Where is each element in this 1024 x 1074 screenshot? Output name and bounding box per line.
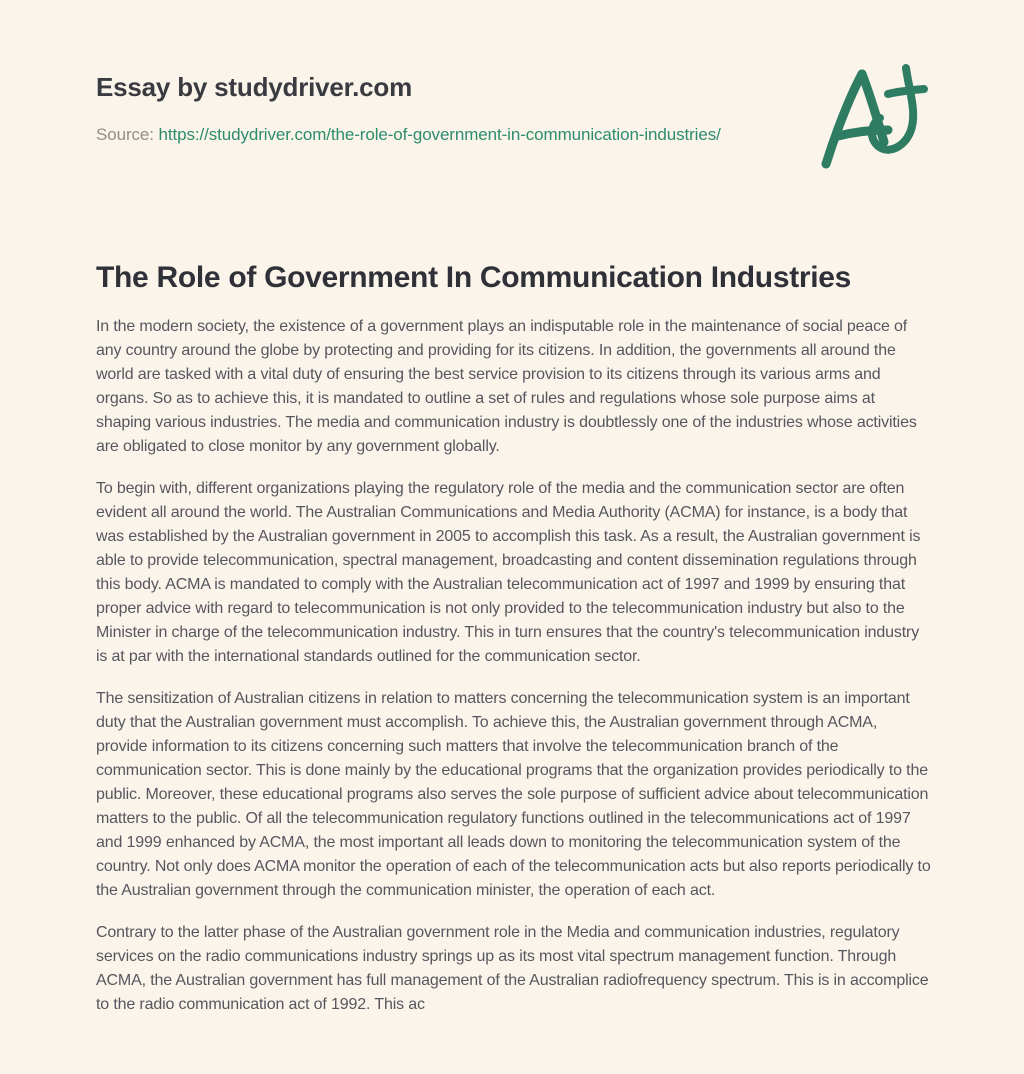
page-title: Essay by studydriver.com	[96, 72, 413, 102]
essay-body	[96, 315, 932, 1017]
source-label: Source:	[96, 125, 154, 144]
essay-paragraph-2: To begin with, different organizations playing the regulatory role of the media and the communication sector are often evident all around the world. The Australian Communications and Media Authority (ACMA) for instance, is a body that was established by the Australian government in 2005 to accomplish this task. As a result, the Australian government is able to provide telecommunication, spectral management, broadcasting and content dissemination regulations through this body. ACMA is mandated to comply with the Australian telecommunication act of 1997 and 1999 by ensuring that proper advice with regard to telecommunication is not only provided to the telecommunication industry but also to the Minister in charge of the telecommunication industry. This in turn ensures that the country's telecommunication industry is at par with the international standards outlined for the communication sector.	[96, 480, 921, 665]
essay-paragraph-4: Contrary to the latter phase of the Australian government role in the Media and communication industries, regulatory services on the radio communications industry springs up as its most vital spectrum management function. Through ACMA, the Australian government has full management of the Australian radiofrequency spectrum. This is in accomplice to the radio communication act of 1992. This ac	[96, 924, 929, 1013]
essay-title: The Role of Government In Communication Industries	[96, 261, 852, 294]
essay-paragraph-1: In the modern society, the existence of a government plays an indisputable role in the maintenance of social peace of any country around the globe by protecting and providing for its citizens. In addition, the governments all around the world are tasked with a vital duty of ensuring the best service provision to its citizens through its various arms and organs. So as to achieve this, it is mandated to outline a set of rules and regulations whose sole purpose aims at shaping various industries. The media and communication industry is doubtlessly one of the industries whose activities are obligated to close monitor by any government globally.	[96, 318, 917, 455]
source-link[interactable]: https://studydriver.com/the-role-of-government-in-communication-industries/	[158, 125, 721, 144]
source-line	[96, 125, 932, 145]
essay-paragraph-3: The sensitization of Australian citizens in relation to matters concerning the telecommunication system is an important duty that the Australian government must accomplish. To achieve this, the Australian government through ACMA, provide information to its citizens concerning such matters that involve the telecommunication branch of the communication sector. This is done mainly by the educational programs that the organization provides periodically to the public. Moreover, these educational programs also serves the sole purpose of sufficient advice about telecommunication matters to the public. Of all the telecommunication regulatory functions outlined in the telecommunications act of 1997 and 1999 enhanced by ACMA, the most important all leads down to monitoring the telecommunication system of the country. Not only does ACMA monitor the operation of each of the telecommunication acts but also reports periodically to the Australian government through the communication minister, the operation of each act.	[96, 690, 931, 899]
